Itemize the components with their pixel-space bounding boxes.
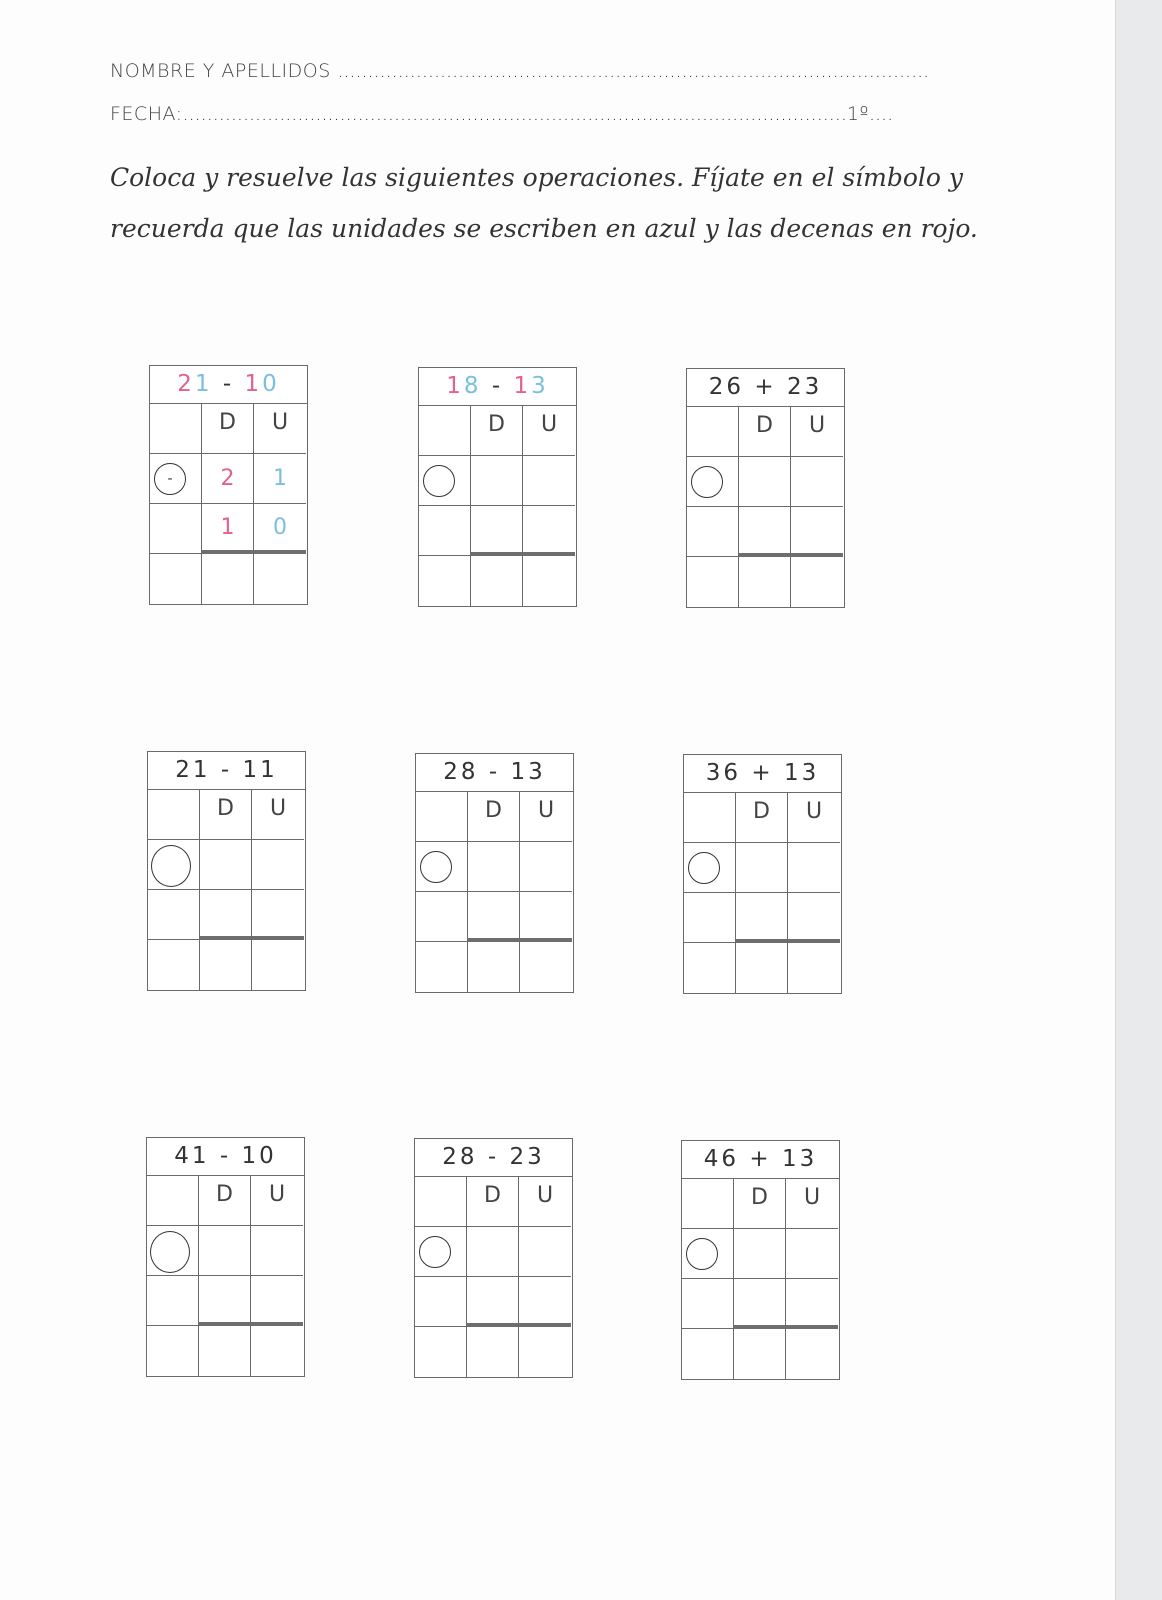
tens-header [734,1179,786,1229]
first-units-cell[interactable] [252,840,304,890]
second-units: 3 [804,374,823,400]
first-tens: 2 [177,371,195,397]
units-header [251,1176,303,1226]
operation-sign: - [478,759,511,785]
sign-cell[interactable] [150,454,202,504]
result-tens-cell[interactable] [200,940,252,990]
second-tens: 1 [244,371,263,397]
sign-cell[interactable] [419,456,471,506]
blank-cell [682,1179,734,1229]
second-tens: 1 [510,759,529,785]
operation-box [146,1137,305,1377]
first-units: 8 [459,1144,478,1170]
place-value-grid [147,1176,304,1376]
sign-cell[interactable] [415,1227,467,1277]
tens-header [736,793,788,843]
units-label: U [803,1185,821,1210]
second-units: 3 [527,1144,545,1170]
blank-cell [415,1277,467,1327]
blank-cell [419,506,471,556]
result-tens-cell[interactable] [467,1327,519,1377]
blank-cell [150,554,202,604]
name-line [110,60,929,82]
second-units: 0 [262,371,280,397]
blank-cell [415,1327,467,1377]
sign-circle-icon[interactable] [151,845,191,887]
second-tens-cell[interactable] [467,1277,519,1327]
result-units-cell[interactable] [254,554,306,604]
units-label: U [537,798,555,823]
result-units-cell[interactable] [519,1327,571,1377]
operation-sign: - [209,1143,242,1169]
second-tens: 1 [513,373,532,399]
second-tens: 1 [783,760,802,786]
tens-header [468,792,520,842]
second-tens-digit: 1 [220,514,235,540]
grade-dots: .... [868,103,894,125]
second-tens-cell[interactable] [739,507,791,557]
first-units: 1 [191,1143,210,1169]
first-units-cell[interactable] [519,1227,571,1277]
blank-cell [416,892,468,942]
result-units-cell[interactable] [788,943,840,993]
tens-header [467,1177,519,1227]
first-units: 8 [460,759,479,785]
operation-title [687,369,844,407]
first-tens: 4 [174,1143,192,1169]
second-tens-cell[interactable] [468,892,520,942]
blank-cell [687,407,739,457]
first-tens: 2 [175,757,193,783]
first-tens: 2 [708,374,727,400]
first-tens-cell[interactable] [468,842,520,892]
result-units-cell[interactable] [786,1329,838,1379]
operation-sign: + [744,374,787,400]
tens-label: D [216,1182,233,1207]
first-tens-cell[interactable] [739,457,791,507]
instructions-text: Coloca y resuelve las siguientes operaciones. Fíjate en el símbolo y recuerda que las unidades se escriben en azul y las decenas en rojo. [110,163,978,243]
units-header [791,407,843,457]
units-label: U [805,799,823,824]
units-label: U [540,412,558,437]
tens-header [471,406,523,456]
units-label: U [536,1183,554,1208]
tens-header [200,790,252,840]
second-units-cell[interactable] [791,507,843,557]
operation-sign: - [210,757,243,783]
date-line [110,103,893,125]
second-tens-cell[interactable] [736,893,788,943]
first-units-cell[interactable] [251,1226,303,1276]
sign-cell[interactable] [687,457,739,507]
first-tens: 2 [442,1144,460,1170]
place-value-grid [687,407,844,607]
first-tens-cell[interactable] [199,1226,251,1276]
first-tens-cell[interactable] [202,454,254,504]
second-units: 3 [801,760,820,786]
units-label: U [271,410,289,435]
second-units-cell[interactable] [520,892,572,942]
units-header [788,793,840,843]
blank-cell [684,943,736,993]
tens-header [199,1176,251,1226]
operation-box [415,753,574,993]
units-label: U [268,1182,286,1207]
sign-circle-icon[interactable] [688,852,720,884]
second-units: 1 [260,757,278,783]
first-tens: 1 [446,373,464,399]
first-tens: 2 [443,759,461,785]
sign-circle-icon[interactable]: - [154,463,186,495]
tens-label: D [751,1185,768,1210]
first-units-cell[interactable] [788,843,840,893]
blank-cell [150,504,202,554]
blank-cell [684,893,736,943]
units-label: U [269,796,287,821]
second-units-digit: 0 [273,514,287,540]
sign-circle-icon[interactable] [150,1231,190,1273]
second-tens: 2 [786,374,805,400]
first-tens-cell[interactable] [734,1229,786,1279]
operation-box [414,1138,573,1378]
sign-circle-icon[interactable] [691,466,723,498]
tens-header [739,407,791,457]
second-units-cell[interactable] [252,890,304,940]
operation-sign: - [481,373,514,399]
units-header [519,1177,571,1227]
units-label: U [808,413,826,438]
operation-sign: - [477,1144,510,1170]
place-value-grid [416,792,573,992]
date-field[interactable]: .............................................................................................................. [182,103,847,125]
first-units-cell[interactable] [520,842,572,892]
place-value-grid [682,1179,839,1379]
tens-label: D [484,1183,501,1208]
result-units-cell[interactable] [520,942,572,992]
second-tens-cell[interactable] [199,1276,251,1326]
result-units-cell[interactable] [251,1326,303,1376]
place-value-grid [148,790,305,990]
result-tens-cell[interactable] [471,556,523,606]
first-tens-digit: 2 [220,466,235,491]
result-tens-cell[interactable] [468,942,520,992]
first-units-cell[interactable] [254,454,306,504]
sign-circle-icon[interactable] [419,1236,451,1268]
second-units: 0 [259,1143,277,1169]
date-label: FECHA: [110,103,183,125]
units-header [252,790,304,840]
first-tens-cell[interactable] [736,843,788,893]
second-tens-cell[interactable] [202,504,254,554]
operation-title [147,1138,304,1176]
second-tens-cell[interactable] [200,890,252,940]
blank-cell [148,790,200,840]
second-tens: 1 [242,757,261,783]
first-units-cell[interactable] [786,1229,838,1279]
second-units-cell[interactable] [519,1277,571,1327]
operation-sign: + [741,760,784,786]
sign-circle-icon[interactable] [686,1238,718,1270]
result-units-cell[interactable] [791,557,843,607]
first-units: 1 [194,371,213,397]
tens-label: D [485,798,502,823]
first-tens: 3 [705,760,724,786]
sign-cell[interactable] [147,1226,199,1276]
operation-title [415,1139,572,1177]
sign-cell[interactable] [416,842,468,892]
result-tens-cell[interactable] [734,1329,786,1379]
second-tens: 1 [781,1146,800,1172]
second-units-cell[interactable] [788,893,840,943]
operation-title [148,752,305,790]
blank-cell [148,940,200,990]
second-units: 3 [799,1146,818,1172]
first-tens-cell[interactable] [200,840,252,890]
blank-cell [147,1176,199,1226]
second-units: 3 [528,759,546,785]
first-tens-cell[interactable] [471,456,523,506]
blank-cell [419,556,471,606]
operation-box [683,754,842,994]
sign-cell[interactable] [684,843,736,893]
operation-title [416,754,573,792]
grade-label: 1º [846,103,869,125]
second-units-cell[interactable] [251,1276,303,1326]
sign-cell[interactable] [682,1229,734,1279]
second-tens-cell[interactable] [471,506,523,556]
blank-cell [147,1276,199,1326]
place-value-grid [419,406,576,606]
operation-title [684,755,841,793]
second-tens-cell[interactable] [734,1279,786,1329]
blank-cell [416,792,468,842]
second-tens: 1 [241,1143,260,1169]
second-units-cell[interactable] [523,506,575,556]
first-units-digit: 1 [273,466,287,491]
name-label: NOMBRE Y APELLIDOS [110,60,331,82]
blank-cell [687,507,739,557]
result-tens-cell[interactable] [199,1326,251,1376]
sign-circle-icon[interactable] [420,851,452,883]
operation-title [150,366,307,404]
first-units: 1 [192,757,211,783]
place-value-grid [150,404,307,604]
second-tens: 2 [509,1144,528,1170]
result-tens-cell[interactable] [202,554,254,604]
operation-sign: - [212,371,245,397]
tens-label: D [219,410,236,435]
second-units-cell[interactable] [786,1279,838,1329]
blank-cell [148,890,200,940]
tens-label: D [488,412,505,437]
place-value-grid [415,1177,572,1377]
second-units: 3 [531,373,549,399]
operation-box [147,751,306,991]
units-header [523,406,575,456]
operation-box [686,368,845,608]
units-header [254,404,306,454]
operation-box [681,1140,840,1380]
result-units-cell[interactable] [252,940,304,990]
first-units-cell[interactable] [791,457,843,507]
tens-header [202,404,254,454]
tens-label: D [753,799,770,824]
result-units-cell[interactable] [523,556,575,606]
tens-label: D [217,796,234,821]
first-tens-cell[interactable] [467,1227,519,1277]
blank-cell [415,1177,467,1227]
tens-label: D [756,413,773,438]
place-value-grid [684,793,841,993]
blank-cell [682,1329,734,1379]
first-units: 6 [726,374,745,400]
units-header [520,792,572,842]
second-units-cell[interactable] [254,504,306,554]
blank-cell [147,1326,199,1376]
operation-title [682,1141,839,1179]
first-units-cell[interactable] [523,456,575,506]
blank-cell [682,1279,734,1329]
operation-title [419,368,576,406]
operation-box [418,367,577,607]
name-field[interactable]: .................................................................................................. [337,60,930,82]
sign-circle-icon[interactable] [423,465,455,497]
result-tens-cell[interactable] [736,943,788,993]
operation-sign: + [739,1146,782,1172]
first-units: 6 [723,760,742,786]
operation-box [149,365,308,605]
sign-cell[interactable] [148,840,200,890]
first-units: 8 [463,373,482,399]
blank-cell [416,942,468,992]
blank-cell [687,557,739,607]
blank-cell [419,406,471,456]
result-tens-cell[interactable] [739,557,791,607]
blank-cell [150,404,202,454]
first-tens: 4 [703,1146,722,1172]
blank-cell [684,793,736,843]
units-header [786,1179,838,1229]
first-units: 6 [721,1146,740,1172]
